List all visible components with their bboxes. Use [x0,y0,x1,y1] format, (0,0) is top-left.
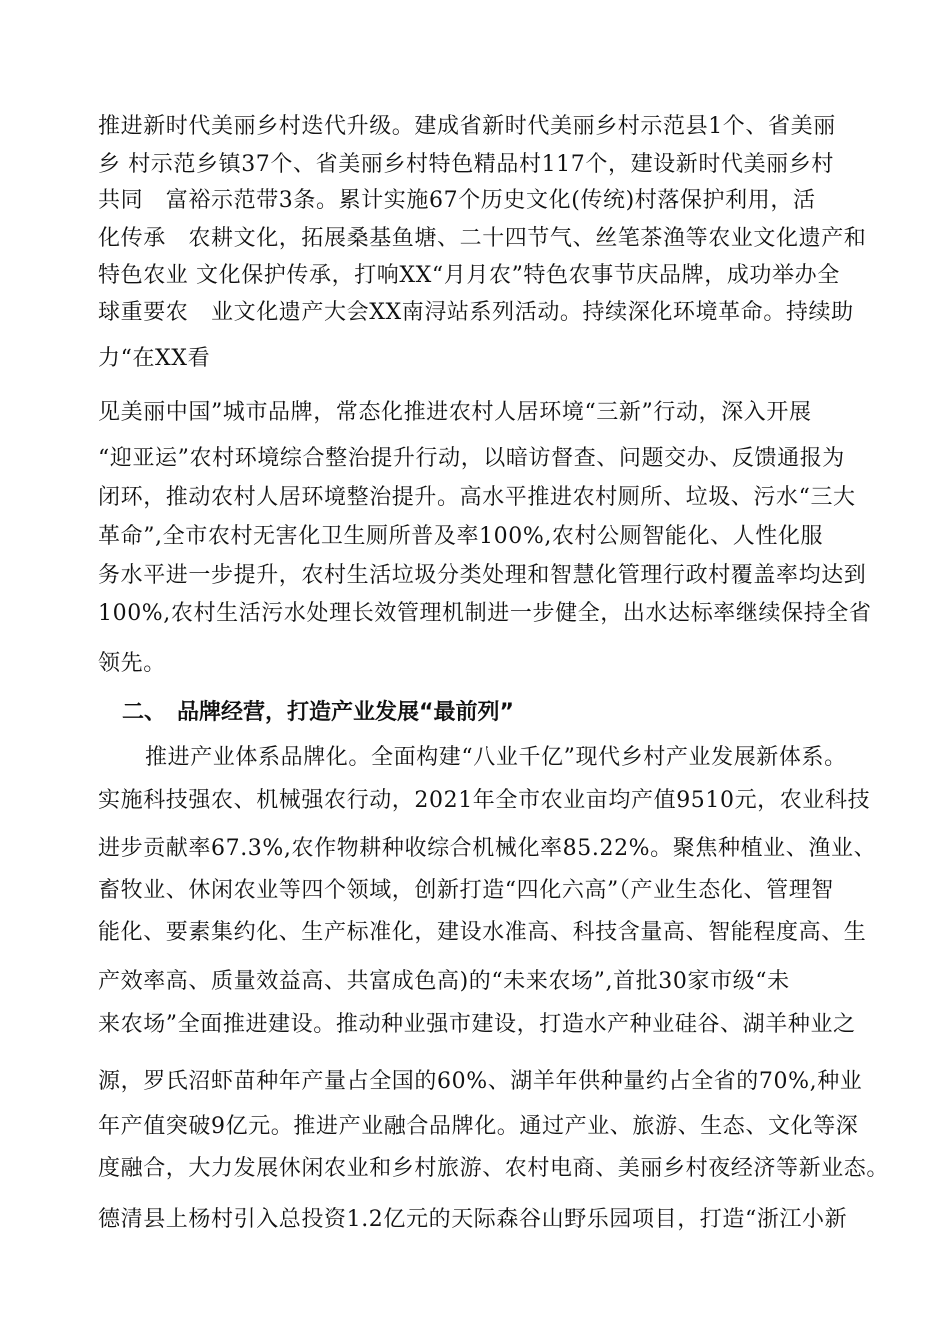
text-line: 特色农业 文化保护传承，打响XX“月月农”特色农事节庆品牌，成功举办全 [98,263,840,288]
text-line: 产效率高、质量效益高、共富成色高)的“未来农场”,首批30家市级“未 [98,969,790,994]
text-line: 见美丽中国”城市品牌，常态化推进农村人居环境“三新”行动，深入开展 [98,400,812,425]
text-line: 德清县上杨村引入总投资1.2亿元的天际森谷山野乐园项目，打造“浙江小新 [98,1207,848,1232]
text-line: 畜牧业、休闲农业等四个领域，创新打造“四化六高”（产业生态化、管理智 [98,878,834,903]
text-line: 来农场”全面推进建设。推动种业强市建设，打造水产种业硅谷、湖羊种业之 [98,1012,856,1037]
text-line: 力“在XX看 [98,346,211,371]
text-line: 能化、要素集约化、生产标准化，建设水准高、科技含量高、智能程度高、生 [98,920,867,945]
text-line: 度融合，大力发展休闲农业和乡村旅游、农村电商、美丽乡村夜经济等新业态。 [98,1156,890,1181]
section-heading: 二、 品牌经营，打造产业发展“最前列” [122,700,514,725]
text-line: 推进新时代美丽乡村迭代升级。建成省新时代美丽乡村示范县1个、省美丽 [98,114,836,139]
text-line: 化传承 农耕文化，拓展桑基鱼塘、二十四节气、丝笔茶渔等农业文化遗产和 [98,226,867,251]
text-line: 球重要农 业文化遗产大会XX南浔站系列活动。持续深化环境革命。持续助 [98,300,854,325]
text-line: 乡 村示范乡镇37个、省美丽乡村特色精品村117个，建设新时代美丽乡村 [98,152,834,177]
text-line: 领先。 [98,651,166,676]
text-line: 100%,农村生活污水处理长效管理机制进一步健全，出水达标率继续保持全省 [98,601,872,626]
text-line: 年产值突破9亿元。推进产业融合品牌化。通过产业、旅游、生态、文化等深 [98,1114,859,1139]
text-line: 实施科技强农、机械强农行动，2021年全市农业亩均产值9510元，农业科技 [98,788,871,813]
text-line: 推进产业体系品牌化。全面构建“八业千亿”现代乡村产业发展新体系。 [145,745,847,770]
text-line: 源，罗氏沼虾苗种年产量占全国的60%、湖羊年供种量约占全省的70%,种业 [98,1069,863,1094]
text-line: 闭环，推动农村人居环境整治提升。高水平推进农村厕所、垃圾、污水“三大 [98,485,856,510]
text-line: 进步贡献率67.3%,农作物耕种收综合机械化率85.22%。聚焦种植业、渔业、 [98,836,877,861]
text-line: 革命”,全市农村无害化卫生厕所普及率100%,农村公厕智能化、人性化服 [98,524,824,549]
text-line: 共同 富裕示范带3条。累计实施67个历史文化(传统)村落保护利用，活 [98,188,816,213]
text-line: 务水平进一步提升，农村生活垃圾分类处理和智慧化管理行政村覆盖率均达到 [98,563,867,588]
text-line: “迎亚运”农村环境综合整治提升行动，以暗访督查、问题交办、反馈通报为 [98,446,845,471]
